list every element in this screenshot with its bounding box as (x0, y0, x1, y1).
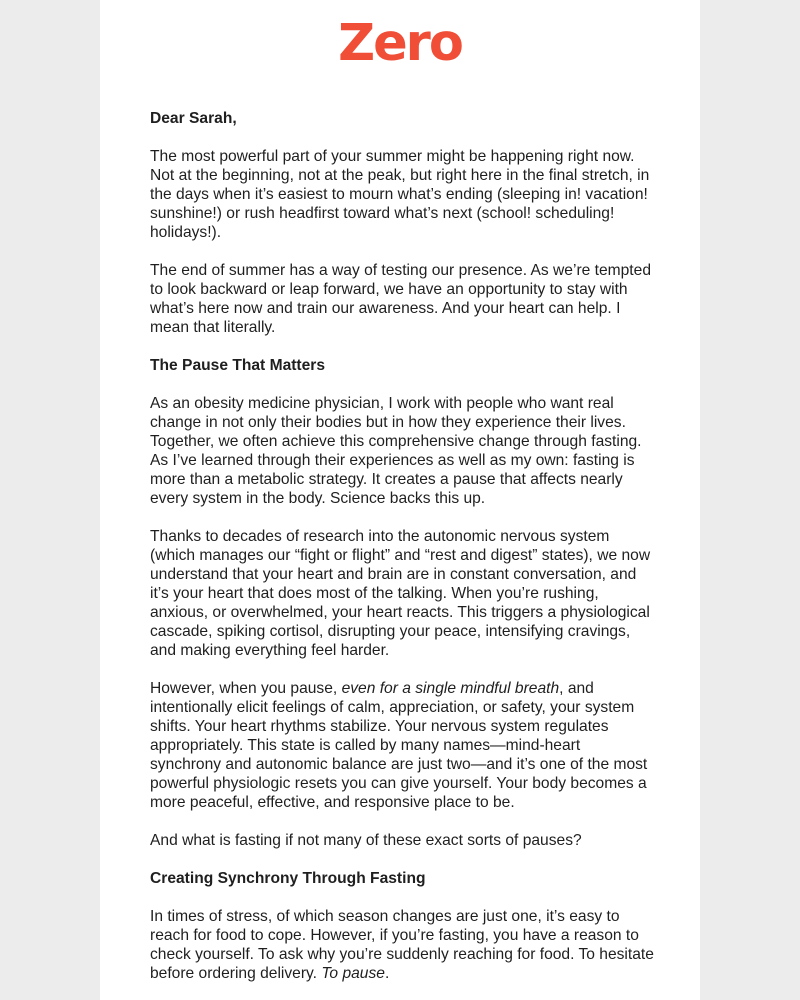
email-card (100, 0, 700, 1000)
email-body (150, 109, 655, 1000)
paragraph-intro: The most powerful part of your summer might be happening right now. Not at the beginning, not at the peak, but right here in the final stretch, in the days when it’s easiest to mourn what’s ending (sleeping in! vacation! sunshine!) or rush headfirst toward what’s next (school! scheduling! holidays!). (150, 148, 650, 241)
section-heading-pause: The Pause That Matters (150, 357, 326, 374)
paragraph-stress (150, 907, 655, 983)
paragraph-question: And what is fasting if not many of these exact sorts of pauses? (150, 832, 582, 849)
pause-text-end: , and intentionally elicit feelings of calm, appreciation, or safety, your system shifts. Your heart rhythms stabilize. Your nervous system regulates appropriately. This state is called by many names—mind-heart synchrony and autonomic balance are just two—and it’s one of the most powerful physiologic resets you can give yourself. Your body becomes a more peaceful, effective, and responsive place to be. (150, 680, 648, 811)
stress-text-end: . (384, 965, 390, 982)
section-heading-synchrony: Creating Synchrony Through Fasting (150, 870, 426, 887)
pause-text-italic: even for a single mindful breath (341, 680, 560, 697)
pause-text-start: However, when you pause, (150, 680, 342, 697)
greeting: Dear Sarah, (150, 110, 237, 127)
paragraph-physician: As an obesity medicine physician, I work with people who want real change in not only their bodies but in how they experience their lives. Together, we often achieve this comprehensive change through fasting. As I’ve learned through their experiences as well as my own: fasting is more than a metabolic strategy. It creates a pause that affects nearly every system in the body. Science backs this up. (150, 395, 642, 507)
stress-text-italic: To pause (321, 965, 385, 982)
stress-text-start: In times of stress, of which season changes are just one, it’s easy to reach for food to cope. However, if you’re fasting, you have a reason to check yourself. To ask why you’re suddenly reaching for food. To hesitate before ordering delivery. (150, 908, 654, 982)
paragraph-end-of-summer: The end of summer has a way of testing our presence. As we’re tempted to look backward or leap forward, we have an opportunity to stay with what’s here now and train our awareness. And your heart can help. I mean that literally. (150, 262, 651, 336)
paragraph-pause (150, 679, 655, 812)
paragraph-research: Thanks to decades of research into the autonomic nervous system (which manages our “fight or flight” and “rest and digest” states), we now understand that your heart and brain are in constant conversation, and it’s your heart that does most of the talking. When you’re rushing, anxious, or overwhelmed, your heart reacts. This triggers a physiological cascade, spiking cortisol, disrupting your peace, intensifying cravings, and making everything feel harder. (150, 528, 651, 659)
zero-logo[interactable]: Zero (338, 14, 462, 73)
